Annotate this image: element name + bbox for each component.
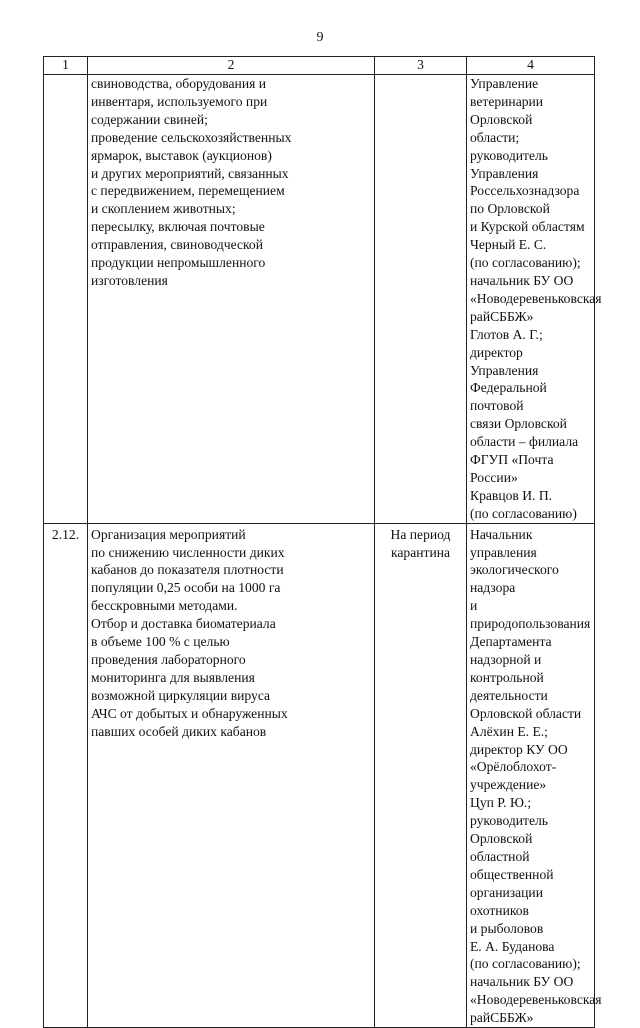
row-number-cell: 2.12. (44, 523, 88, 1027)
column-number-4: 4 (467, 57, 595, 75)
table-row (44, 75, 595, 524)
column-number-1: 1 (44, 57, 88, 75)
page-number: 9 (316, 30, 324, 45)
row-number-cell (44, 75, 88, 524)
period-cell (375, 75, 467, 524)
measures-table (43, 56, 602, 1028)
table-row (44, 523, 595, 1027)
responsible-cell: Управление ветеринарии Орловской области; руководитель Управления Россельхознадзора по Орловской и Курской областям Черный Е. С. (по согласованию); начальник БУ ОО «Новодеревеньковская райСББЖ» Глотов А. Г.; директор Управления Федеральной почтовой связи Орловской области – филиала ФГУП «Почта России» Кравцов И. П. (по согласованию) (467, 75, 595, 524)
activity-cell: свиноводства, оборудования и инвентаря, используемого при содержании свиней; проведение сельскохозяйственных ярмарок, выставок (аукционов) и других мероприятий, связанных с передвижением, перемещением и скоплением животных; пересылку, включая почтовые отправления, свиноводческой продукции непромышленного изготовления (88, 75, 375, 524)
column-number-3: 3 (375, 57, 467, 75)
period-cell: На период карантина (375, 523, 467, 1027)
responsible-cell: Начальник управления экологического надзора и природопользования Департамента надзорной и контрольной деятельности Орловской области Алёхин Е. Е.; директор КУ ОО «Орёлоблохот- учреждение» Цуп Р. Ю.; руководитель Орловской областной общественной организации охотников и рыболовов Е. А. Буданова (по согласованию); начальник БУ ОО «Новодеревеньковская райСББЖ» (467, 523, 595, 1027)
column-number-2: 2 (88, 57, 375, 75)
table-header-row (44, 57, 595, 75)
activity-cell: Организация мероприятий по снижению численности диких кабанов до показателя плотности популяции 0,25 особи на 1000 га бесскровными методами. Отбор и доставка биоматериала в объеме 100 % с целью проведения лабораторного мониторинга для выявления возможной циркуляции вируса АЧС от добытых и обнаруженных павших особей диких кабанов (88, 523, 375, 1027)
